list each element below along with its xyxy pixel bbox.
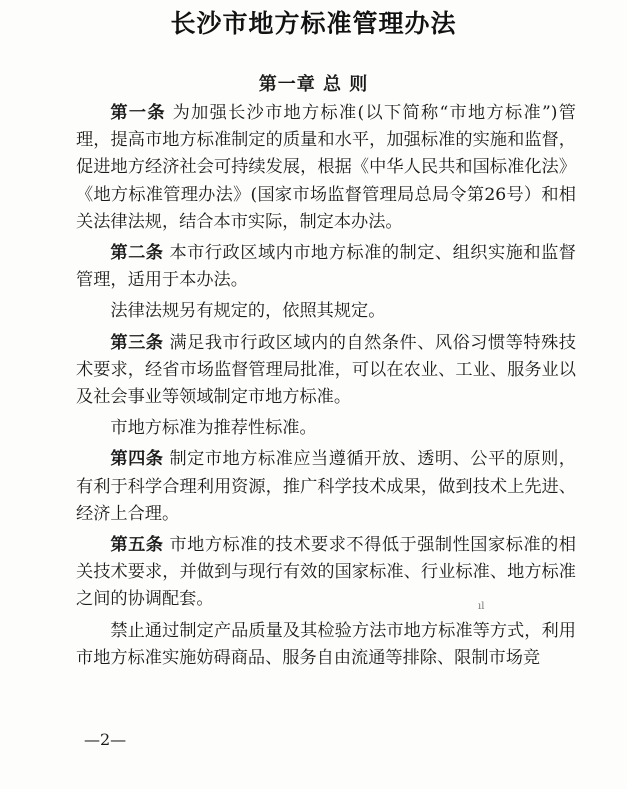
page-number: —2— bbox=[84, 730, 127, 749]
scan-mark: ıl bbox=[478, 601, 485, 612]
paragraph bbox=[76, 298, 576, 325]
document-body bbox=[76, 100, 576, 676]
paragraph-text: 法律法规另有规定的，依照其规定。 bbox=[110, 301, 386, 322]
paragraph bbox=[76, 100, 576, 236]
paragraph bbox=[76, 532, 576, 614]
paragraph bbox=[76, 240, 576, 294]
article-number: 第一条 bbox=[110, 103, 166, 123]
article-number: 第二条 bbox=[110, 243, 164, 264]
paragraph bbox=[76, 618, 576, 672]
paragraph-text: 为加强长沙市地方标准(以下简称“市地方标准”)管理，提高市地方标准制定的质量和水平，加强标准的实施和监督，促进地方经济社会可持续发展，根据《中华人民共和国标准化法》《地方标准管理办法》(国家市场监督管理局总局令第26号）和相关法律法规，结合本市实际，制定本办法。 bbox=[76, 103, 576, 232]
paragraph-text: 制定市地方标准应当遵循开放、透明、公平的原则，有利于科学合理利用资源，推广科学技术成果，做到技术上先进、经济上合理。 bbox=[76, 449, 576, 524]
article-number: 第三条 bbox=[110, 332, 164, 353]
paragraph-text: 禁止通过制定产品质量及其检验方法市地方标准等方式，利用市地方标准实施妨碍商品、服务自由流通等排除、限制市场竞 bbox=[76, 620, 576, 668]
paragraph bbox=[76, 446, 576, 528]
article-number: 第五条 bbox=[110, 535, 164, 556]
paragraph-text: 市地方标准的技术要求不得低于强制性国家标准的相关技术要求，并做到与现行有效的国家标准、行业标准、地方标准之间的协调配套。 bbox=[76, 535, 576, 610]
paragraph-text: 市地方标准为推荐性标准。 bbox=[110, 418, 317, 439]
document-title: 长沙市地方标准管理办法 bbox=[170, 9, 457, 38]
paragraph-text: 满足我市行政区域内的自然条件、风俗习惯等特殊技术要求，经省市场监督管理局批准，可以在农业、工业、服务业以及社会事业等领域制定市地方标准。 bbox=[76, 332, 576, 408]
chapter-title: 第一章 总 则 bbox=[258, 74, 369, 95]
paragraph-text: 本市行政区域内市地方标准的制定、组织实施和监督管理，适用于本办法。 bbox=[76, 243, 576, 291]
paragraph bbox=[76, 330, 576, 412]
paragraph bbox=[76, 415, 576, 442]
article-number: 第四条 bbox=[110, 449, 164, 470]
